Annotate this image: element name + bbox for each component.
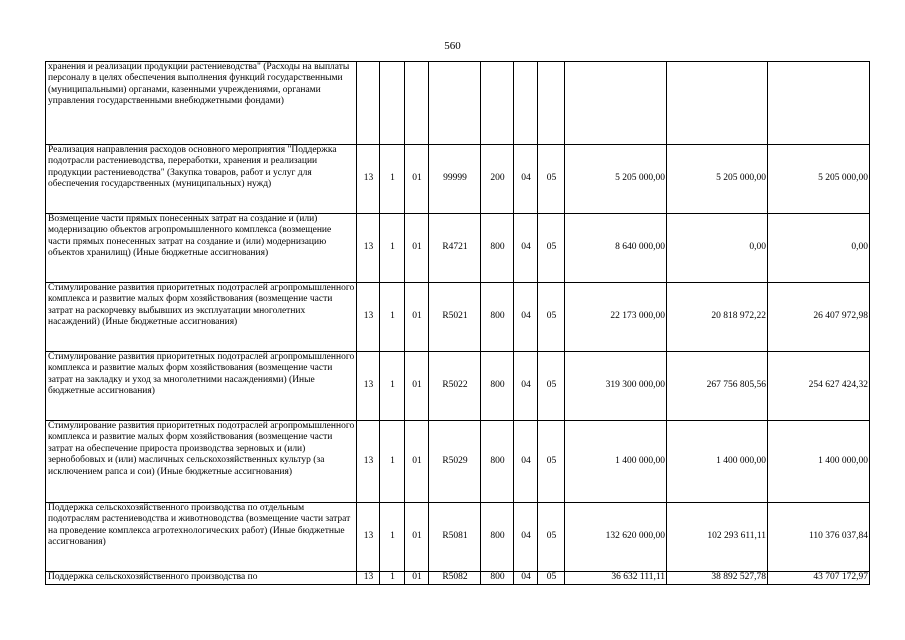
cell-code-7: 05 [538,145,565,214]
cell-code-5: 800 [481,352,514,421]
cell-amount-2: 102 293 611,11 [667,503,768,572]
cell-code-2: 1 [380,352,405,421]
cell-code-2: 1 [380,572,405,585]
cell-amount-1: 8 640 000,00 [565,214,667,283]
table-row [46,352,870,421]
cell-code-5: 800 [481,283,514,352]
cell-code-6: 04 [514,352,538,421]
cell-code-4: 99999 [429,145,481,214]
table-row [46,283,870,352]
cell-amount-2 [667,62,768,145]
cell-amount-3 [768,62,870,145]
cell-code-7: 05 [538,503,565,572]
cell-code-6: 04 [514,283,538,352]
cell-amount-3: 0,00 [768,214,870,283]
cell-amount-3: 26 407 972,98 [768,283,870,352]
cell-amount-1 [565,62,667,145]
cell-code-1: 13 [357,283,380,352]
cell-code-2: 1 [380,214,405,283]
cell-code-1: 13 [357,572,380,585]
cell-code-3: 01 [405,283,429,352]
cell-code-4: R5029 [429,421,481,503]
cell-code-6: 04 [514,503,538,572]
budget-table [45,61,870,585]
cell-code-2: 1 [380,421,405,503]
cell-code-7: 05 [538,421,565,503]
cell-amount-1: 1 400 000,00 [565,421,667,503]
cell-code-7: 05 [538,283,565,352]
cell-code-6: 04 [514,145,538,214]
cell-code-5: 800 [481,421,514,503]
cell-code-1: 13 [357,503,380,572]
row-description: Стимулирование развития приоритетных подотраслей агропромышленного комплекса и развитие малых форм хозяйствования (возмещение части затрат на закладку и уход за многолетними насаждениями) (Иные бюджетные ассигнования) [46,352,357,421]
table-row [46,62,870,145]
cell-code-6: 04 [514,572,538,585]
cell-amount-2: 20 818 972,22 [667,283,768,352]
row-description: Стимулирование развития приоритетных подотраслей агропромышленного комплекса и развитие малых форм хозяйствования (возмещение части затрат на раскорчевку выбывших из эксплуатации многолетних насаждений) (Иные бюджетные ассигнования) [46,283,357,352]
cell-amount-1: 22 173 000,00 [565,283,667,352]
row-description: Поддержка сельскохозяйственного производства по отдельным подотраслям растениеводства и животноводства (возмещение части затрат на проведение комплекса агротехнологических работ) (Иные бюджетные ассигнования) [46,503,357,572]
page-number: 560 [444,40,461,52]
cell-amount-3: 110 376 037,84 [768,503,870,572]
cell-code-3: 01 [405,145,429,214]
row-description: Поддержка сельскохозяйственного производства по [46,572,357,585]
cell-code-3: 01 [405,572,429,585]
cell-code-2: 1 [380,145,405,214]
row-description: хранения и реализации продукции растениеводства" (Расходы на выплаты персоналу в целях обеспечения выполнения функций государственными (муниципальными) органами, казенными учреждениями, органами управления государственными внебюджетными фондами) [46,62,357,145]
cell-code-4 [429,62,481,145]
cell-code-4: R5081 [429,503,481,572]
cell-code-1: 13 [357,421,380,503]
table-row [46,214,870,283]
cell-code-1: 13 [357,352,380,421]
cell-code-2: 1 [380,503,405,572]
cell-code-7 [538,62,565,145]
cell-amount-3: 43 707 172,97 [768,572,870,585]
row-description: Реализация направления расходов основного мероприятия "Поддержка подотрасли растениеводства, переработки, хранения и реализации продукции растениеводства" (Закупка товаров, работ и услуг для обеспечения государственных (муниципальных) нужд) [46,145,357,214]
cell-code-4: R4721 [429,214,481,283]
cell-code-1: 13 [357,214,380,283]
cell-code-6: 04 [514,214,538,283]
cell-code-7: 05 [538,352,565,421]
cell-amount-2: 0,00 [667,214,768,283]
cell-code-7: 05 [538,214,565,283]
row-description: Возмещение части прямых понесенных затрат на создание и (или) модернизацию объектов агропромышленного комплекса (возмещение части прямых понесенных затрат на создание и (или) модернизацию объектов хранилищ) (Иные бюджетные ассигнования) [46,214,357,283]
cell-amount-2: 5 205 000,00 [667,145,768,214]
cell-code-5: 800 [481,572,514,585]
cell-code-3: 01 [405,214,429,283]
table-row [46,421,870,503]
cell-code-6 [514,62,538,145]
cell-code-3: 01 [405,352,429,421]
cell-amount-1: 5 205 000,00 [565,145,667,214]
cell-code-3: 01 [405,503,429,572]
cell-amount-1: 36 632 111,11 [565,572,667,585]
cell-code-3 [405,62,429,145]
table-row [46,145,870,214]
table-row [46,503,870,572]
cell-code-7: 05 [538,572,565,585]
table-row [46,572,870,585]
cell-code-5: 200 [481,145,514,214]
cell-amount-2: 267 756 805,56 [667,352,768,421]
cell-code-4: R5021 [429,283,481,352]
cell-code-6: 04 [514,421,538,503]
cell-code-5 [481,62,514,145]
cell-amount-2: 38 892 527,78 [667,572,768,585]
cell-code-2 [380,62,405,145]
cell-amount-2: 1 400 000,00 [667,421,768,503]
cell-code-3: 01 [405,421,429,503]
cell-code-5: 800 [481,214,514,283]
cell-code-4: R5082 [429,572,481,585]
cell-amount-3: 5 205 000,00 [768,145,870,214]
cell-code-1: 13 [357,145,380,214]
row-description: Стимулирование развития приоритетных подотраслей агропромышленного комплекса и развитие малых форм хозяйствования (возмещение части затрат на обеспечение прироста производства зерновых и (или) зернобобовых и (или) масличных сельскохозяйственных культур (за исключением рапса и сои) (Иные бюджетные ассигнования) [46,421,357,503]
cell-code-5: 800 [481,503,514,572]
cell-amount-1: 319 300 000,00 [565,352,667,421]
cell-code-4: R5022 [429,352,481,421]
cell-code-2: 1 [380,283,405,352]
cell-amount-1: 132 620 000,00 [565,503,667,572]
cell-amount-3: 254 627 424,32 [768,352,870,421]
cell-code-1 [357,62,380,145]
cell-amount-3: 1 400 000,00 [768,421,870,503]
